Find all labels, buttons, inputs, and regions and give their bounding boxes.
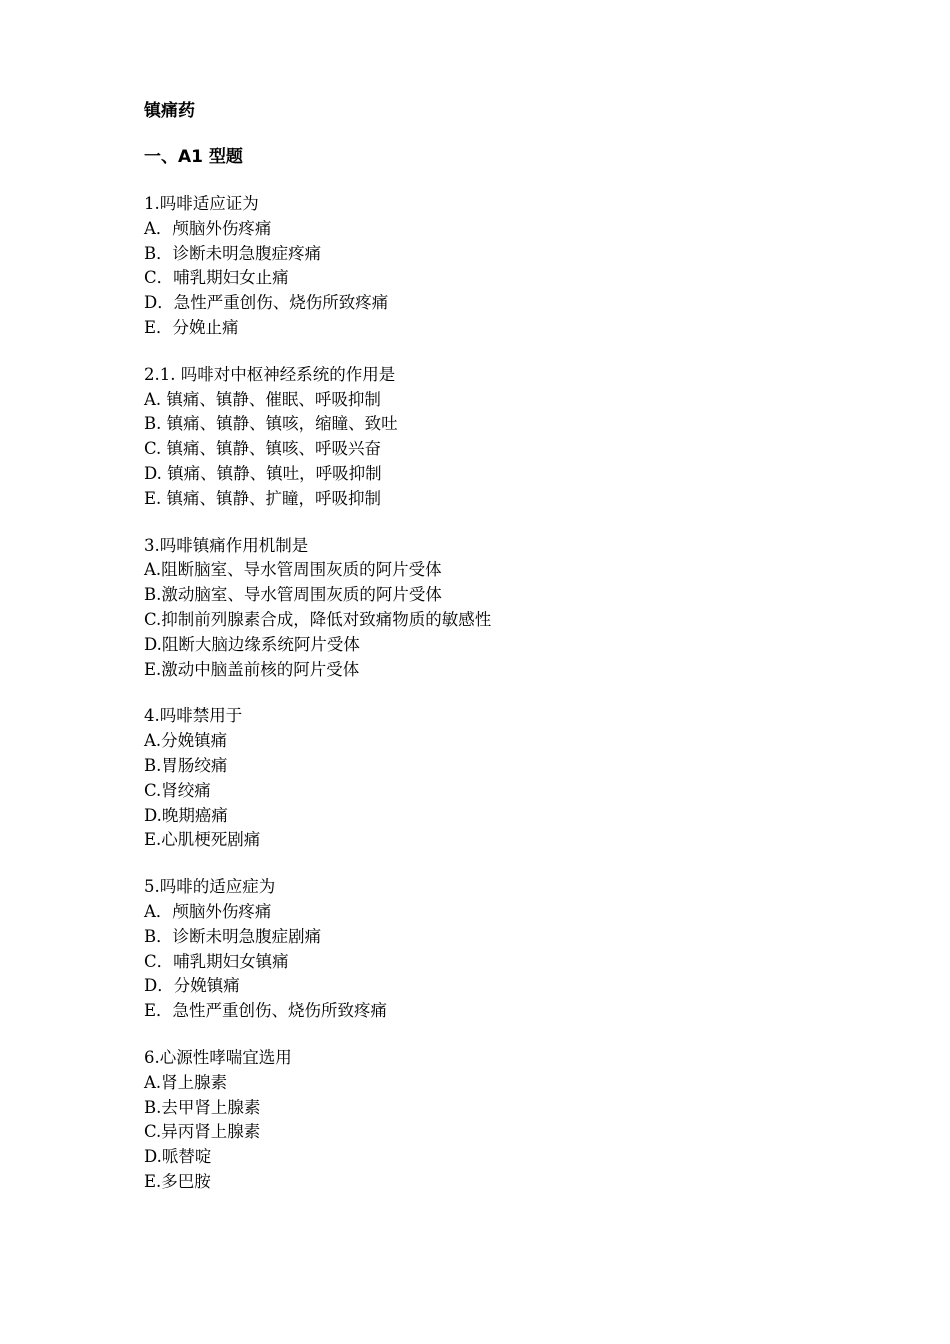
option-e: E.心肌梗死剧痛 [144, 830, 261, 850]
question-stem: 2.1. 吗啡对中枢神经系统的作用是 [144, 364, 396, 384]
question-stem: 1.吗啡适应证为 [144, 194, 259, 213]
option-d: D.哌替啶 [144, 1147, 212, 1167]
question-3 [144, 534, 824, 683]
option-a: A．颅脑外伤疼痛 [144, 901, 272, 921]
question-stem: 4.吗啡禁用于 [144, 706, 243, 726]
question-4 [144, 704, 824, 853]
option-c: C.肾绞痛 [144, 780, 211, 800]
option-b: B.激动脑室、导水管周围灰质的阿片受体 [144, 585, 442, 605]
option-c: C．哺乳期妇女镇痛 [144, 951, 289, 971]
option-a: A.分娩镇痛 [144, 731, 228, 751]
option-e: E.激动中脑盖前核的阿片受体 [144, 659, 360, 679]
option-b: B.去甲肾上腺素 [144, 1097, 261, 1117]
option-e: E．分娩止痛 [144, 317, 239, 337]
section-title: 一、A1 型题 [144, 147, 243, 167]
question-stem: 6.心源性哮喘宜选用 [144, 1047, 292, 1067]
document-page [144, 98, 824, 1217]
option-e: E．急性严重创伤、烧伤所致疼痛 [144, 1001, 388, 1021]
question-2 [144, 363, 824, 512]
question-6 [144, 1046, 824, 1195]
option-a: A.肾上腺素 [144, 1072, 228, 1092]
question-stem: 5.吗啡的适应症为 [144, 877, 276, 897]
option-d: D．急性严重创伤、烧伤所致疼痛 [144, 293, 389, 313]
option-c: C.异丙肾上腺素 [144, 1122, 261, 1142]
option-d: D.晚期癌痛 [144, 805, 228, 825]
option-d: D．分娩镇痛 [144, 976, 240, 996]
option-a: A.阻断脑室、导水管周围灰质的阿片受体 [144, 560, 442, 580]
option-b: B．诊断未明急腹症疼痛 [144, 243, 322, 263]
option-d: D.阻断大脑边缘系统阿片受体 [144, 634, 360, 654]
question-5 [144, 875, 824, 1024]
option-c: C.抑制前列腺素合成，降低对致痛物质的敏感性 [144, 609, 492, 629]
option-b: B.胃肠绞痛 [144, 755, 228, 775]
option-d: D. 镇痛、镇静、镇吐，呼吸抑制 [144, 463, 382, 483]
option-a: A. 镇痛、镇静、催眠、呼吸抑制 [144, 389, 381, 409]
option-e: E.多巴胺 [144, 1171, 211, 1191]
question-list [144, 192, 824, 1195]
option-b: B. 镇痛、镇静、镇咳，缩瞳、致吐 [144, 414, 398, 434]
document-title: 镇痛药 [144, 101, 195, 121]
option-b: B．诊断未明急腹症剧痛 [144, 926, 322, 946]
option-c: C．哺乳期妇女止痛 [144, 268, 289, 288]
option-c: C. 镇痛、镇静、镇咳、呼吸兴奋 [144, 439, 382, 459]
option-a: A．颅脑外伤疼痛 [144, 218, 272, 238]
option-e: E. 镇痛、镇静、扩瞳，呼吸抑制 [144, 488, 382, 508]
question-stem: 3.吗啡镇痛作用机制是 [144, 535, 309, 555]
question-1 [144, 192, 824, 341]
